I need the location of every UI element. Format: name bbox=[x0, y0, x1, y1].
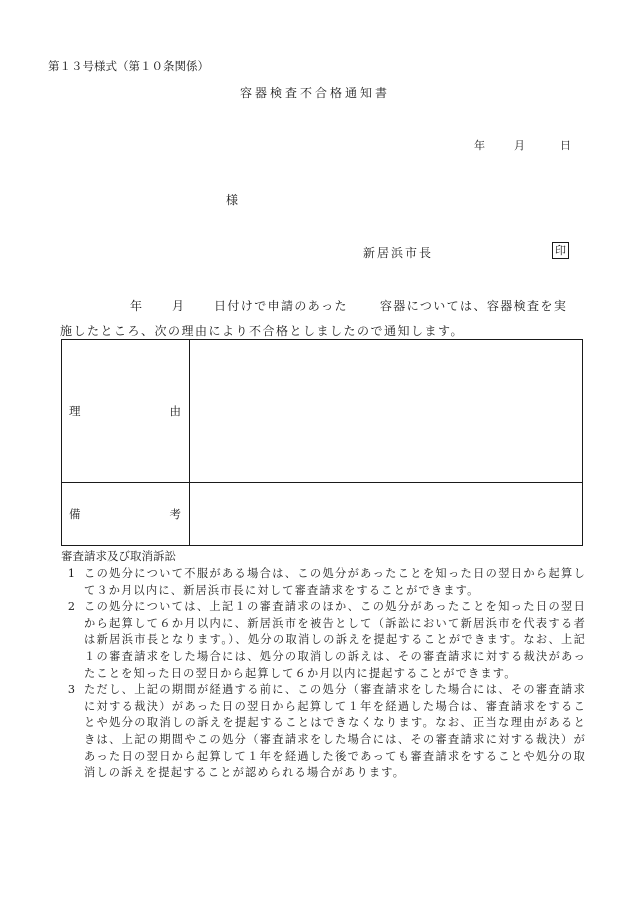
note-text: ただし、上記の期間が経過する前に、この処分（審査請求をした場合には、その審査請求に対する裁決）があった日の翌日から起算して１年を経過した場合は、審査請求をすることや処分の取消しの訴えを提起することはできなくなります。なお、正当な理由があるときは、上記の期間やこの処分（審査請求をした場合には、その審査請求に対する裁決）があった日の翌日から起算して１年を経過した後であっても審査請求をすることや処分の取消しの訴えを提起することが認められる場合があります。 bbox=[84, 683, 586, 780]
body-line-1 bbox=[130, 297, 567, 314]
note-number: 3 bbox=[67, 683, 77, 697]
remarks-label-cell bbox=[62, 483, 190, 546]
date-line bbox=[474, 137, 571, 153]
notes-heading: 審査請求及び取消訴訟 bbox=[61, 549, 176, 563]
note-item bbox=[60, 599, 586, 682]
note-text: この処分については、上記１の審査請求のほか、この処分があったことを知った日の翌日から起算して６か月以内に、新居浜市を被告として（訴訟において新居浜市を代表する者は新居浜市長となります。）、処分の取消しの訴えを提起することができます。なお、上記１の審査請求をした場合には、処分の取消しの訴えは、その審査請求に対する裁決があったことを知った日の翌日から起算して６か月以内に提起することができます。 bbox=[84, 600, 586, 680]
date-day: 日 bbox=[560, 139, 571, 152]
notes-list bbox=[60, 566, 586, 782]
remarks-field[interactable] bbox=[190, 483, 583, 546]
seal-box: 印 bbox=[552, 242, 569, 259]
note-item bbox=[60, 566, 586, 599]
document-title: 容器検査不合格通知書 bbox=[239, 86, 390, 100]
date-month: 月 bbox=[514, 139, 525, 152]
reason-label-char-2: 由 bbox=[169, 404, 181, 418]
note-number: 2 bbox=[67, 600, 77, 614]
body-line-2: 施したところ、次の理由により不合格としましたので通知します。 bbox=[60, 324, 465, 338]
issuer-name: 新居浜市長 bbox=[363, 246, 434, 260]
reason-field[interactable] bbox=[190, 340, 583, 483]
note-text: この処分について不服がある場合は、この処分があったことを知った日の翌日から起算して３か月以内に、新居浜市長に対して審査請求をすることができます。 bbox=[84, 567, 586, 597]
reason-row bbox=[62, 340, 583, 483]
recipient-suffix: 様 bbox=[226, 193, 239, 207]
remarks-row bbox=[62, 483, 583, 546]
remarks-label-char-2: 考 bbox=[169, 507, 181, 521]
body-date-phrase: 日付けで申請のあった bbox=[214, 299, 348, 313]
reason-table bbox=[61, 339, 583, 546]
note-number: 1 bbox=[67, 567, 77, 580]
body-year: 年 bbox=[130, 299, 144, 313]
body-line-1-rest: 容器については、容器検査を実 bbox=[379, 299, 568, 313]
reason-label-cell bbox=[62, 340, 190, 483]
date-year: 年 bbox=[474, 139, 485, 152]
body-month: 月 bbox=[172, 299, 186, 313]
note-item bbox=[60, 682, 586, 782]
form-number: 第１３号様式（第１０条関係） bbox=[48, 59, 209, 73]
reason-label-char-1: 理 bbox=[69, 404, 81, 418]
remarks-label-char-1: 備 bbox=[69, 507, 81, 521]
